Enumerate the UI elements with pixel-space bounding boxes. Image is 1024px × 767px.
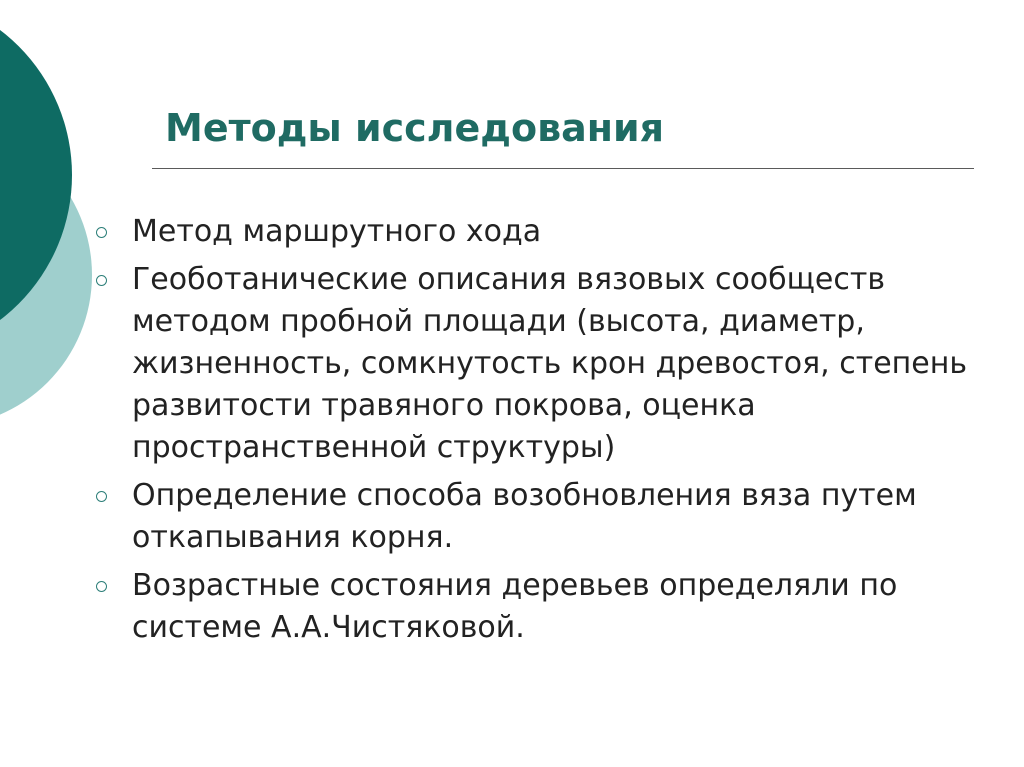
title-divider — [152, 168, 974, 169]
bullet-text: Геоботанические описания вязовых сообществ методом пробной площади (высота, диаметр, жизненность, сомкнутость крон древостоя, степень развитости травяного покрова, оценка пространственной структуры) — [132, 262, 968, 465]
hollow-circle-bullet-icon — [96, 491, 107, 502]
hollow-circle-bullet-icon — [96, 275, 107, 286]
bullet-text: Метод маршрутного хода — [132, 214, 542, 249]
bullet-item — [96, 259, 976, 469]
bullet-item — [96, 475, 976, 559]
bullet-text: Возрастные состояния деревьев определяли по системе А.А.Чистяковой. — [132, 568, 898, 645]
slide-title: Методы исследования — [165, 106, 665, 150]
bullet-item — [96, 211, 976, 253]
hollow-circle-bullet-icon — [96, 227, 107, 238]
bullet-list — [96, 211, 976, 655]
bullet-text: Определение способа возобновления вяза путем откапывания корня. — [132, 478, 917, 555]
bullet-item — [96, 565, 976, 649]
hollow-circle-bullet-icon — [96, 581, 107, 592]
